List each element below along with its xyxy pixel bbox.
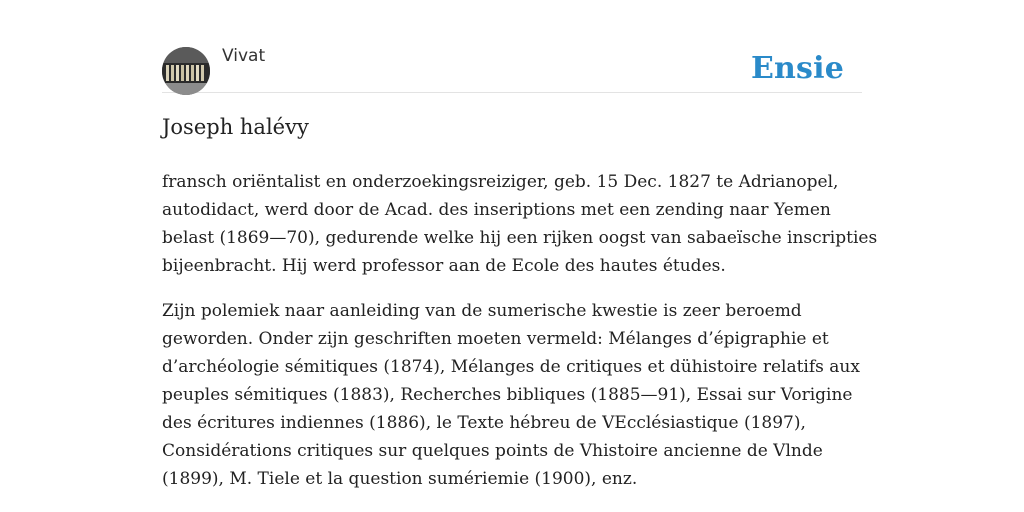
source-avatar[interactable] [162,47,210,95]
brand-logo[interactable]: Ensie [750,51,844,86]
book-spines-icon [162,47,210,95]
article-body [162,168,878,510]
article-title: Joseph halévy [162,115,309,139]
page-container [162,0,878,489]
source-name[interactable]: Vivat [222,46,266,66]
header [162,0,862,93]
article-paragraph: fransch oriëntalist en onderzoekingsreiziger, geb. 15 Dec. 1827 te Adrianopel, autodidact, werd door de Acad. des inseriptions met een zending naar Yemen belast (1869—70), gedurende welke hij een rijken oogst van sabaeïsche inscripties bijeenbracht. Hij werd professor aan de Ecole des hautes études. [162,172,878,276]
article-paragraph: Zijn polemiek naar aanleiding van de sumerische kwestie is zeer beroemd geworden. Onder zijn geschriften moeten vermeld: Mélanges d’épigraphie et d’archéologie sémitiques (1874), Mélanges de critiques et dühistoire relatifs aux peuples sémitiques (1883), Recherches bibliques (1885—91), Essai sur Vorigine des écritures indiennes (1886), le Texte hébreu de VEcclésiastique (1897), Considérations critiques sur quelques points de Vhistoire ancienne de Vlnde (1899), M. Tiele et la question sumériemie (1900), enz. [162,301,860,489]
